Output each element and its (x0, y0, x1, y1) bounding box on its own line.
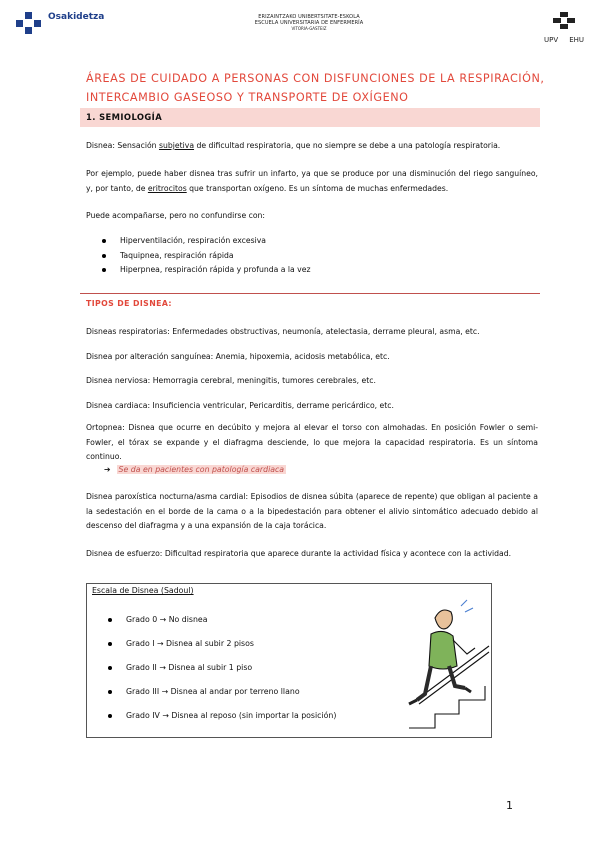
type-nerviosa: Disnea nerviosa: Hemorragia cerebral, meningitis, tumores cerebrales, etc. (86, 376, 376, 385)
arrow-icon: → (161, 687, 169, 696)
grade-label: Grado IV (126, 711, 160, 720)
ortopnea-paragraph: Ortopnea: Disnea que ocurre en decúbito y mejora al elevar el torso con almohadas. En posición Fowler o semi-Fowler, el tórax se expande y el diafragma desciende, lo que mejora la capacidad respiratoria. Es un síntoma continuo. (86, 423, 538, 461)
list-item: Taquipnea, respiración rápida (102, 249, 311, 264)
school-logo (248, 14, 370, 31)
upv-text: UPV (544, 36, 559, 44)
stairs-climber-illustration (405, 588, 491, 730)
page-title (86, 69, 545, 107)
example-text-a: Por ejemplo, puede haber disnea tras sufrir un infarto, ya que se produce por una disminución del riego sanguíneo, y, por tanto, de (86, 169, 538, 193)
upv-ehu-logo (544, 12, 584, 44)
grade-label: Grado 0 (126, 615, 158, 624)
ortopnea-note: Se da en pacientes con patología cardiaca (118, 465, 285, 474)
list-item (108, 610, 336, 634)
arrow-icon: → (162, 711, 169, 720)
disnea-def-text-a: Disnea: Sensación (86, 141, 159, 150)
list-item: Hiperpnea, respiración rápida y profunda a la vez (102, 263, 311, 278)
disnea-definition (86, 139, 538, 154)
example-paragraph (86, 167, 538, 196)
grade-label: Grado III (126, 687, 160, 696)
type-cardiaca: Disnea cardiaca: Insuficiencia ventricular, Pericarditis, derrame pericárdico, etc. (86, 401, 394, 410)
title-line-1: ÁREAS DE CUIDADO A PERSONAS CON DISFUNCIONES DE LA RESPIRACIÓN, (86, 72, 545, 85)
list-item (108, 634, 336, 658)
type-respiratoria: Disneas respiratorias: Enfermedades obstructivas, neumonía, atelectasia, derrame pleural, asma, etc. (86, 327, 480, 336)
ortopnea-note-row (104, 465, 286, 474)
list-item (108, 682, 336, 706)
example-text-c: que transportan oxígeno. Es un síntoma de muchas enfermedades. (186, 183, 449, 193)
school-name-eu: ERIZAINTZAKO UNIBERTSITATE-ESKOLA (258, 14, 360, 20)
arrow-icon: → (159, 615, 167, 624)
grade-desc: Disnea al reposo (sin importar la posición) (171, 711, 337, 720)
arrow-icon: → (157, 639, 164, 648)
title-line-2: INTERCAMBIO GASEOSO Y TRANSPORTE DE OXÍGENO (86, 91, 409, 104)
scale-grade-list (108, 610, 336, 730)
osakidetza-label: Osakidetza (48, 12, 105, 22)
grade-desc: Disnea al andar por terreno llano (170, 687, 300, 696)
confuse-list (102, 234, 311, 278)
section-divider (80, 293, 540, 294)
grade-label: Grado I (126, 639, 155, 648)
disnea-def-underlined: subjetiva (159, 141, 195, 150)
scale-title: Escala de Disnea (Sadoul) (92, 586, 194, 595)
arrow-icon: ➔ (104, 465, 111, 474)
osakidetza-emblem-icon (16, 12, 46, 34)
grade-label: Grado II (126, 663, 157, 672)
school-name-es: ESCUELA UNIVERSITARIA DE ENFERMERÍA (254, 20, 364, 26)
school-city: VITORIA-GASTEIZ (291, 26, 327, 31)
upv-ehu-emblem-icon (551, 12, 577, 30)
section-heading-semiologia: 1. SEMIOLOGÍA (80, 108, 540, 127)
list-item: Hiperventilación, respiración excesiva (102, 234, 311, 249)
confuse-intro: Puede acompañarse, pero no confundirse con: (86, 211, 266, 220)
types-heading: TIPOS DE DISNEA: (86, 299, 172, 308)
page-number: 1 (506, 799, 513, 812)
list-item (108, 658, 336, 682)
disnea-def-text-c: de dificultad respiratoria, que no siempre se debe a una patología respiratoria. (194, 141, 501, 150)
ehu-text: EHU (569, 36, 584, 44)
grade-desc: Disnea al subir 1 piso (168, 663, 253, 672)
paroxistica-paragraph: Disnea paroxística nocturna/asma cardial: Episodios de disnea súbita (aparece de repente) que obligan al paciente a la sedestación en el borde de la cama o a la bipedestación para obtener el alivio sintomático adecuado debido al descenso del diafragma y a una expansión de la caja torácica. (86, 492, 538, 530)
grade-desc: No disnea (168, 615, 208, 624)
osakidetza-logo (16, 12, 104, 34)
example-underlined: eritrocitos (147, 183, 187, 193)
list-item (108, 706, 336, 730)
type-sanguinea: Disnea por alteración sanguínea: Anemia, hipoxemia, acidosis metabólica, etc. (86, 352, 390, 361)
esfuerzo-paragraph: Disnea de esfuerzo: Dificultad respiratoria que aparece durante la actividad física y acontece con la actividad. (86, 549, 512, 558)
grade-desc: Disnea al subir 2 pisos (166, 639, 254, 648)
arrow-icon: → (159, 663, 166, 672)
